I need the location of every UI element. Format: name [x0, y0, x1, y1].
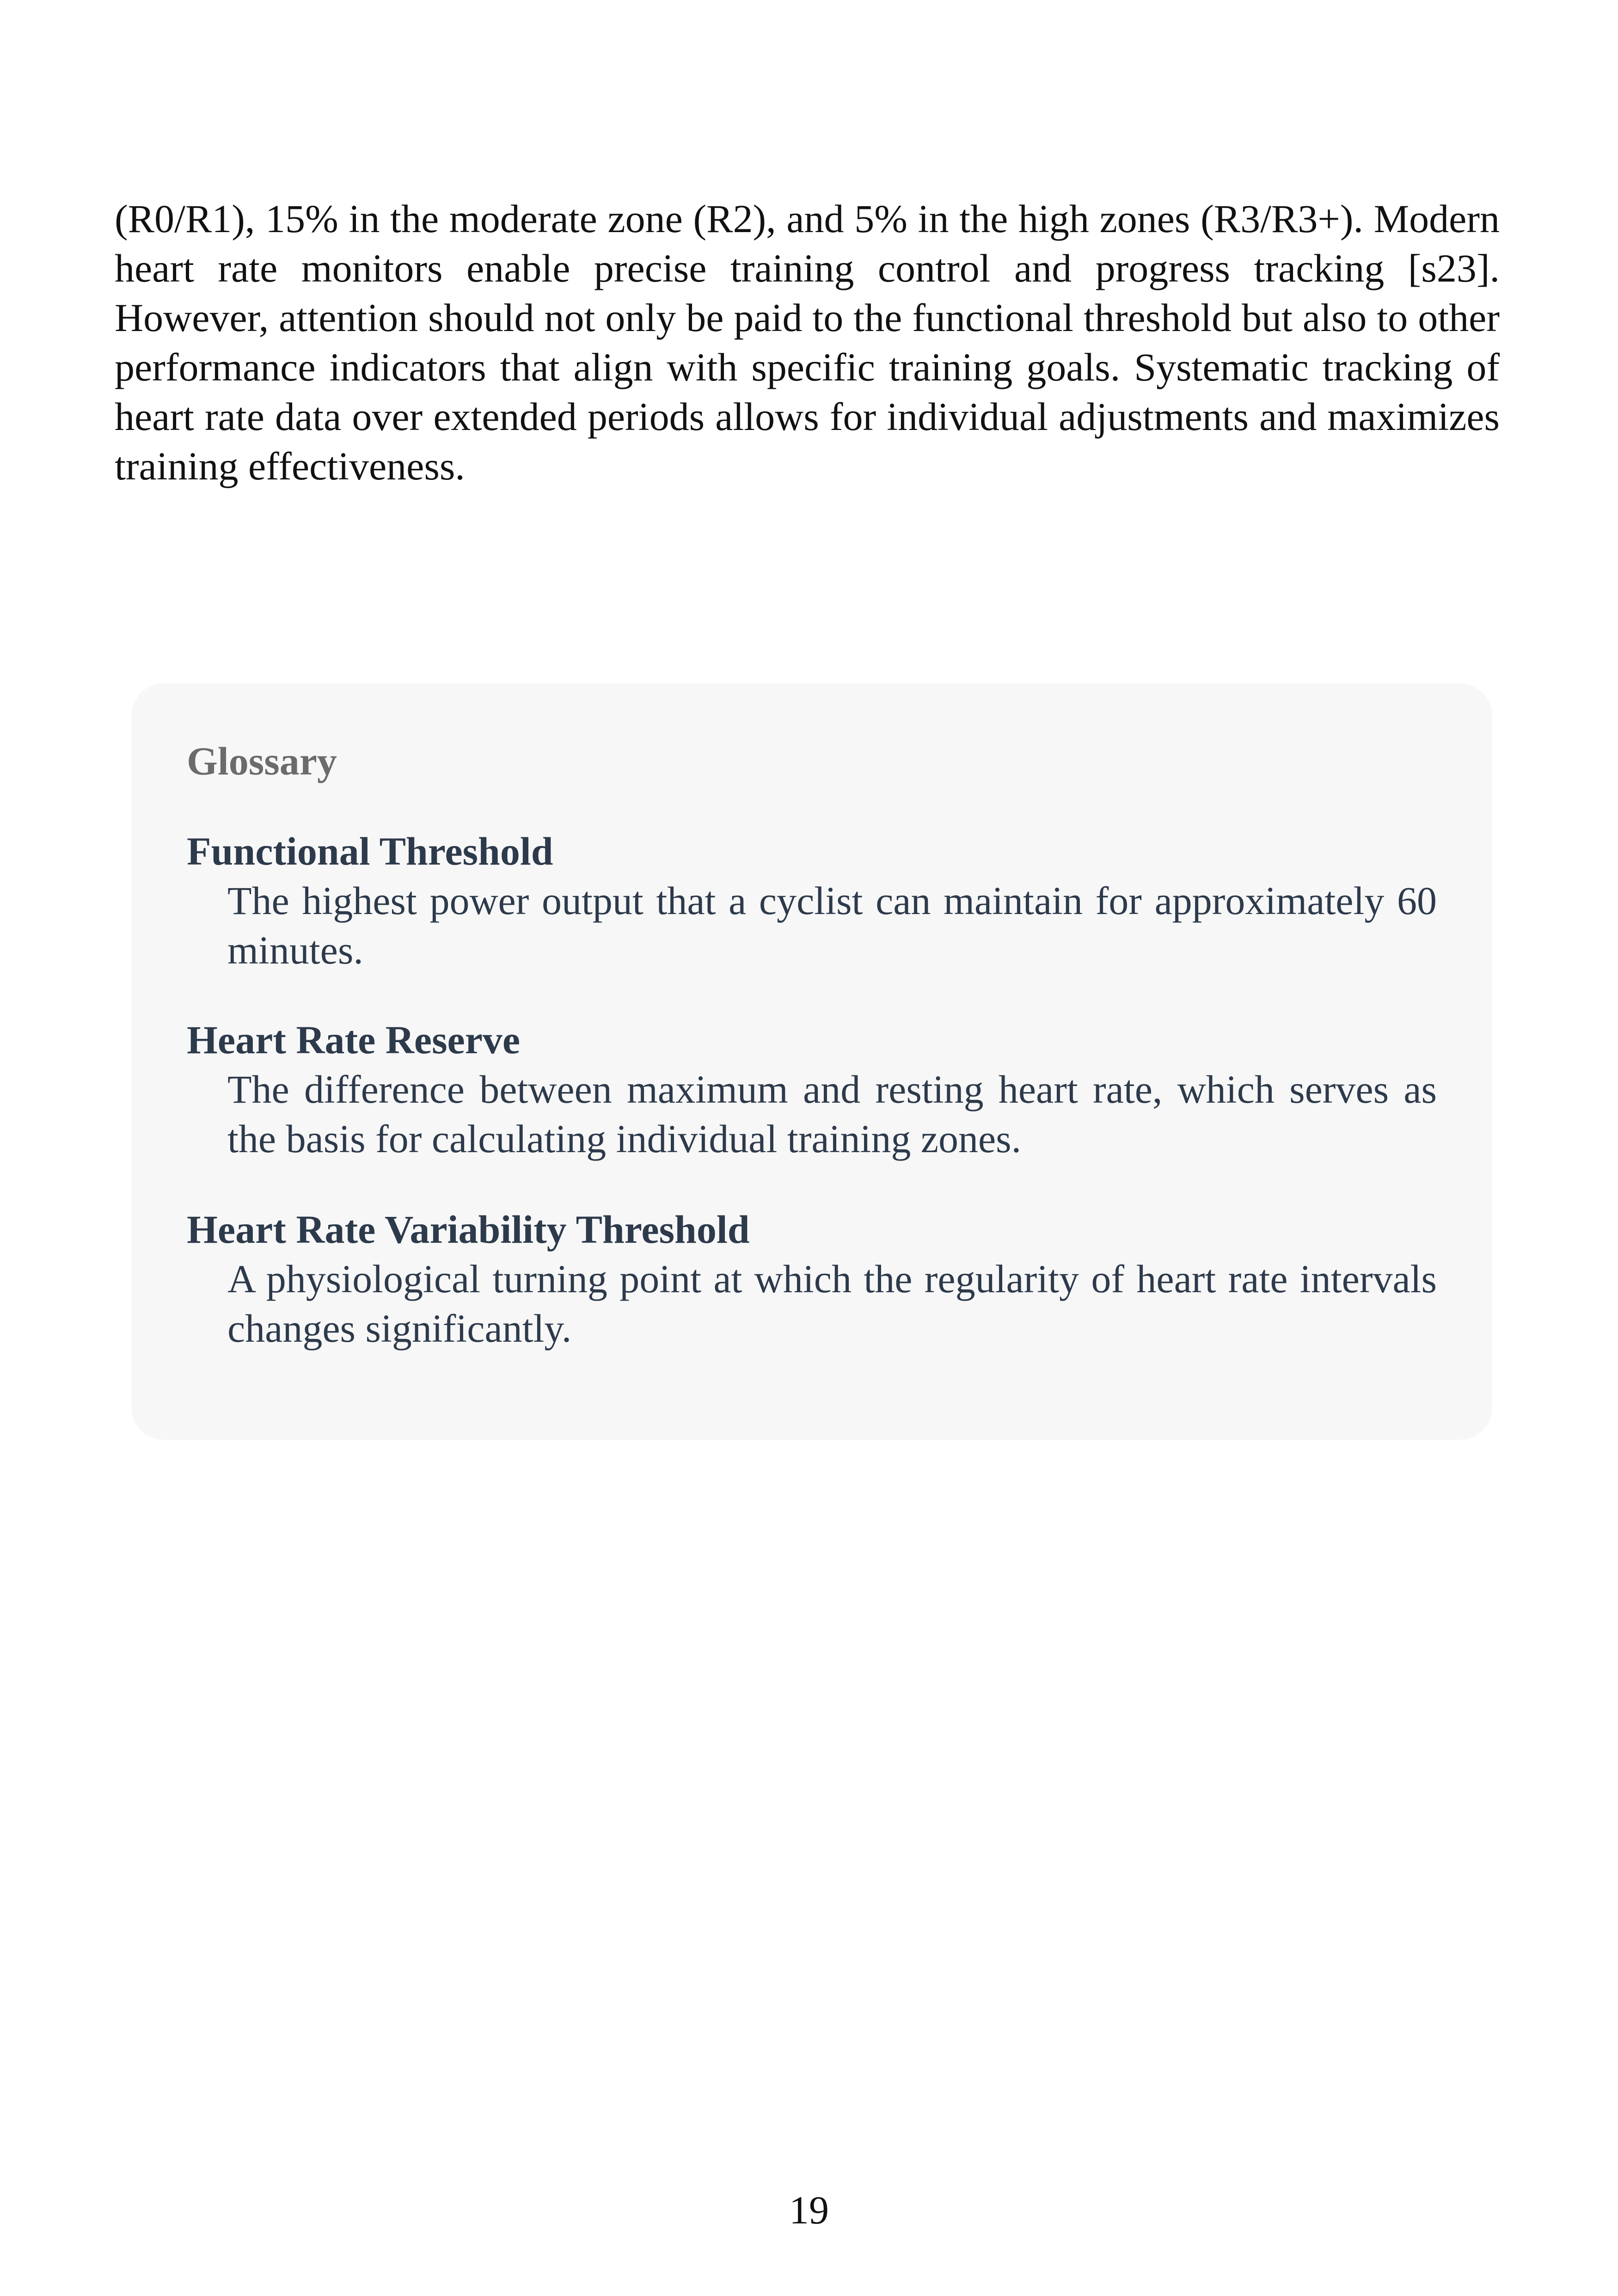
glossary-term: Heart Rate Reserve [187, 1018, 521, 1062]
glossary-entry [187, 827, 1437, 975]
glossary-box [131, 683, 1492, 1440]
intro-paragraph: (R0/R1), 15% in the moderate zone (R2), and 5% in the high zones (R3/R3+). Modern heart rate monitors enable precise training control and progress tracking [s23]. However, attention should not only be paid to the functional threshold but also to other performance indicators that align with specific training goals. Systematic tracking of heart rate data over extended periods allows for individual adjustments and maximizes training effectiveness. [115, 196, 1500, 488]
glossary-definition: A physiological turning point at which the regularity of heart rate intervals changes significantly. [227, 1257, 1437, 1351]
page-number: 19 [789, 2188, 829, 2232]
glossary-entry [187, 1015, 1437, 1164]
glossary-definition: The difference between maximum and resting heart rate, which serves as the basis for calculating individual training zones. [227, 1067, 1437, 1161]
glossary-definition: The highest power output that a cyclist can maintain for approximately 60 minutes. [227, 878, 1437, 972]
glossary-title: Glossary [187, 739, 337, 783]
glossary-entry [187, 1205, 1437, 1353]
glossary-term: Heart Rate Variability Threshold [187, 1207, 750, 1252]
glossary-term: Functional Threshold [187, 829, 553, 873]
